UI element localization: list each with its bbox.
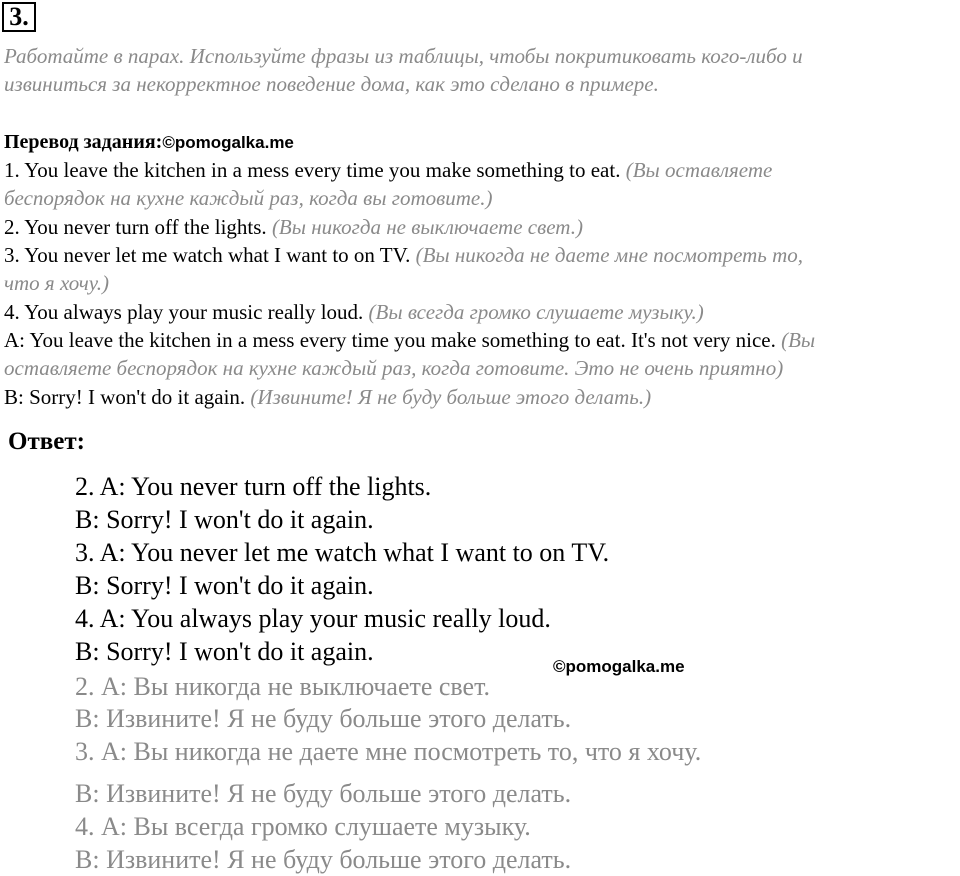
translation-heading: Перевод задания:	[4, 131, 163, 153]
exercise-number: 3.	[2, 2, 36, 32]
answer-en-line: 2. A: You never turn off the lights.	[75, 472, 432, 501]
example-line-b	[4, 385, 651, 410]
task-line-1	[4, 158, 772, 183]
answer-ru-line: 3. А: Вы никогда не даете мне посмотреть то, что я хочу.	[75, 737, 702, 766]
task-line-3-cont	[4, 271, 109, 296]
answer-ru-line: В: Извините! Я не буду больше этого делать.	[75, 845, 572, 874]
answer-en-line: B: Sorry! I won't do it again.	[75, 637, 374, 666]
watermark: ©pomogalka.me	[162, 133, 294, 152]
task-line-ru: (Вы никогда не даете мне посмотреть то,	[415, 243, 803, 267]
task-line-ru: (Извините! Я не буду больше этого делать.)	[250, 385, 652, 409]
task-line-3	[4, 243, 803, 268]
answer-en-line: 3. A: You never let me watch what I want to on TV.	[75, 538, 610, 567]
watermark: ©pomogalka.me	[553, 657, 685, 676]
instruction-line-2: извиниться за некорректное поведение дома, как это сделано в примере.	[4, 72, 659, 96]
translation-heading-row	[4, 131, 294, 154]
answer-ru-line: В: Извините! Я не буду больше этого делать.	[75, 779, 572, 808]
task-line-1-cont	[4, 186, 492, 211]
task-line-ru: (Вы всегда громко слушаете музыку.)	[368, 300, 704, 324]
task-line-en: 2. You never turn off the lights.	[4, 215, 267, 239]
answer-en-line: B: Sorry! I won't do it again.	[75, 571, 374, 600]
task-line-ru: оставляете беспорядок на кухне каждый раз, когда готовите. Это не очень приятно)	[4, 356, 784, 380]
answer-heading: Ответ:	[8, 428, 85, 455]
task-line-ru: (Вы оставляете	[625, 158, 773, 182]
answer-ru-line: В: Извините! Я не буду больше этого делать.	[75, 704, 572, 733]
instruction-line-1: Работайте в парах. Используйте фразы из таблицы, чтобы покритиковать кого-либо и	[4, 44, 803, 68]
task-line-ru: беспорядок на кухне каждый раз, когда вы готовите.)	[4, 186, 493, 210]
example-line-a-cont	[4, 356, 783, 381]
task-line-ru: (Вы	[781, 328, 816, 352]
task-line-4	[4, 300, 704, 325]
example-line-a	[4, 328, 815, 353]
task-line-2	[4, 215, 583, 240]
task-line-en: 4. You always play your music really loud.	[4, 300, 364, 324]
task-line-en: B: Sorry! I won't do it again.	[4, 385, 246, 409]
answer-en-line: 4. A: You always play your music really loud.	[75, 604, 551, 633]
task-line-en: 1. You leave the kitchen in a mess every time you make something to eat.	[4, 158, 621, 182]
answer-ru-line: 2. А: Вы никогда не выключаете свет.	[75, 672, 490, 701]
answer-en-line: B: Sorry! I won't do it again.	[75, 505, 374, 534]
task-line-en: 3. You never let me watch what I want to on TV.	[4, 243, 411, 267]
task-line-en: A: You leave the kitchen in a mess every time you make something to eat. It's not very nice.	[4, 328, 776, 352]
answer-ru-line: 4. А: Вы всегда громко слушаете музыку.	[75, 812, 531, 841]
task-line-ru: что я хочу.)	[4, 271, 109, 295]
task-line-ru: (Вы никогда не выключаете свет.)	[271, 215, 583, 239]
